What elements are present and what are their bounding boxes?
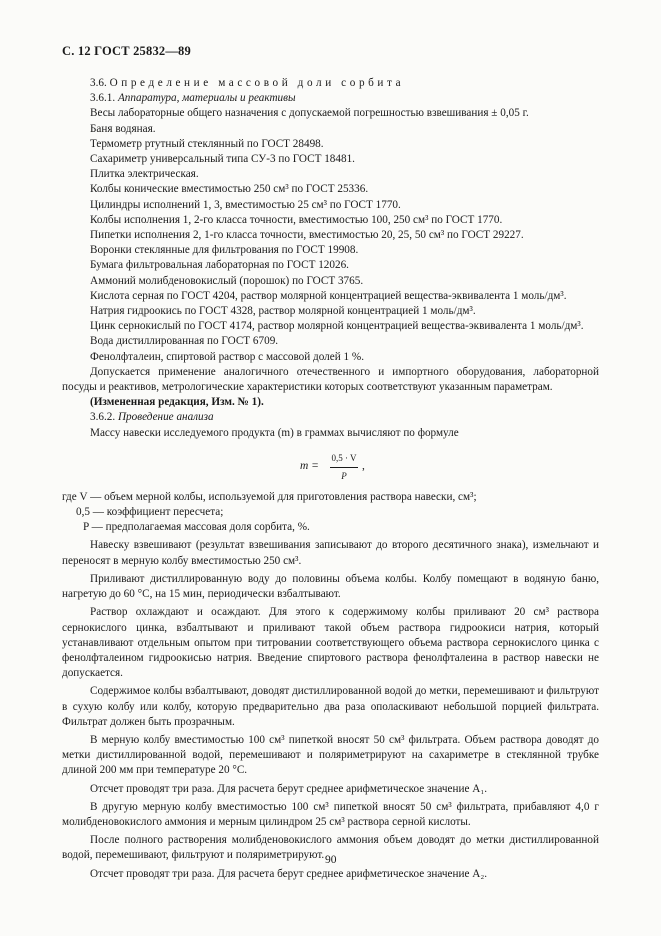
formula-comma: , — [362, 459, 365, 472]
procedure-paragraph: После полного растворения молибденовокислого аммония объем доводят до метки дистиллированной водой, перемешивают, фильтруют и поляриметрируют. — [62, 834, 599, 862]
section-number: 3.6. — [90, 77, 107, 89]
equipment-line: Плитка электрическая. — [90, 168, 199, 181]
equipment-line: Воронки стеклянные для фильтрования по ГОСТ 19908. — [90, 244, 359, 257]
formula-denominator: P — [341, 471, 347, 482]
procedure-paragraph: Отсчет проводят три раза. Для расчета берут среднее арифметическое значение A₁. — [90, 782, 488, 795]
equipment-line: Пипетки исполнения 2, 1-го класса точности, вместимостью 20, 25, 50 см³ по ГОСТ 29227. — [90, 229, 524, 242]
procedure-paragraph: Раствор охлаждают и осаждают. Для этого к содержимому колбы приливают 20 см³ раствора сернокислого цинка, взбалтывают и приливают такой объем раствора гидроокиси натрия, который устанавливают отдельным опытом при титровании соответствующего объема раствора сернокислого цинка с фенолфталеином гидроокисью натрия. Введение спиртового раствора фенолфталеина в раствор навески не допускается. — [62, 606, 599, 680]
subsection-heading-1 — [62, 91, 599, 106]
procedure-paragraph: В другую мерную колбу вместимостью 100 см³ пипеткой вносят 50 см³ фильтрата, прибавляют 4,0 г молибденовокислого аммония и мерным цилиндром 25 см³ раствора серной кислоты. — [62, 800, 599, 828]
equipment-line: Весы лабораторные общего назначения с допускаемой погрешностью взвешивания ± 0,05 г. — [90, 107, 529, 120]
where-line: P — предполагаемая массовая доля сорбита, %. — [83, 521, 310, 534]
subsection-title: Аппаратура, материалы и реактивы — [117, 92, 296, 105]
subsection-title: Проведение анализа — [117, 411, 214, 424]
where-line: 0,5 — коэффициент пересчета; — [76, 506, 224, 519]
subsection-number: 3.6.2. — [90, 411, 116, 424]
reagent-phenolphthalein: Фенолфталеин, спиртовой раствор с массовой долей 1 %. — [90, 350, 365, 363]
procedure-paragraph: Отсчет проводят три раза. Для расчета берут среднее арифметическое значение A₂. — [90, 867, 488, 880]
procedure-paragraph: Содержимое колбы взбалтывают, доводят дистиллированной водой до метки, перемешивают и фильтруют в сухую колбу или колбу, которую предварительно два раза ополаскивают небольшой порцией фильтрата. Фильтрат должен быть прозрачным. — [62, 685, 599, 728]
allowance-note: Допускается применение аналогичного отечественного и импортного оборудования, лабораторной посуды и реактивов, метрологические характеристики которых соответствуют указанным параметрам. — [62, 365, 599, 394]
reagent-acid: Кислота серная по ГОСТ 4204, раствор молярной концентрацией вещества-эквивалента 1 моль/дм³. — [90, 289, 567, 302]
formula-fraction — [330, 451, 358, 484]
edition-note: (Измененная редакция, Изм. № 1). — [90, 396, 264, 409]
equipment-line: Аммоний молибденовокислый (порошок) по ГОСТ 3765. — [90, 274, 364, 287]
document-body — [62, 76, 599, 882]
equipment-line: Колбы исполнения 1, 2-го класса точности, вместимостью 100, 250 см³ по ГОСТ 1770. — [90, 213, 503, 226]
formula-lhs: m = — [300, 459, 319, 472]
mass-intro: Массу навески исследуемого продукта (m) в граммах вычисляют по формуле — [90, 426, 459, 439]
subsection-number: 3.6.1. — [90, 92, 116, 105]
equipment-line: Бумага фильтровальная лабораторная по ГОСТ 12026. — [90, 259, 349, 272]
equipment-line: Цилиндры исполнений 1, 3, вместимостью 25 см³ по ГОСТ 1770. — [90, 198, 401, 211]
procedure-paragraph: Навеску взвешивают (результат взвешивания записывают до второго десятичного знака), измельчают и переносят в мерную колбу вместимостью 250 см³. — [62, 539, 599, 567]
section-title: Определение массовой доли сорбита — [109, 77, 405, 89]
procedure-paragraph: В мерную колбу вместимостью 100 см³ пипеткой вносят 50 см³ фильтрата. Объем раствора доводят до метки дистиллированной водой, перемешивают и поляриметрируют на сахариметре в стеклянной трубке длиной 200 мм при температуре 20 °С. — [62, 733, 599, 777]
where-line: где V — объем мерной колбы, используемой для приготовления раствора навески, см³; — [62, 490, 477, 503]
subsection-heading-2 — [62, 410, 599, 425]
equipment-line: Баня водяная. — [90, 122, 156, 135]
procedure-paragraph: Приливают дистиллированную воду до половины объема колбы. Колбу помещают в водяную баню, нагретую до 60 °С, на 15 мин, периодически взбалтывают. — [62, 572, 599, 601]
equipment-line: Термометр ртутный стеклянный по ГОСТ 28498. — [90, 137, 324, 150]
reagent-naoh: Натрия гидроокись по ГОСТ 4328, раствор молярной концентрацией 1 моль/дм³. — [90, 305, 476, 318]
mass-formula — [62, 449, 599, 483]
equipment-line: Колбы конические вместимостью 250 см³ по ГОСТ 25336. — [90, 183, 369, 196]
reagent-zinc: Цинк сернокислый по ГОСТ 4174, раствор молярной концентрацией вещества-эквивалента 1 моль/дм³. — [90, 320, 584, 333]
page-number: 90 — [325, 854, 337, 866]
page-header: С. 12 ГОСТ 25832—89 — [62, 44, 191, 58]
section-heading — [62, 76, 599, 91]
formula-numerator: 0,5 · V — [330, 451, 358, 468]
equipment-line: Сахариметр универсальный типа СУ-3 по ГОСТ 18481. — [90, 153, 355, 166]
reagent-water: Вода дистиллированная по ГОСТ 6709. — [90, 335, 279, 348]
